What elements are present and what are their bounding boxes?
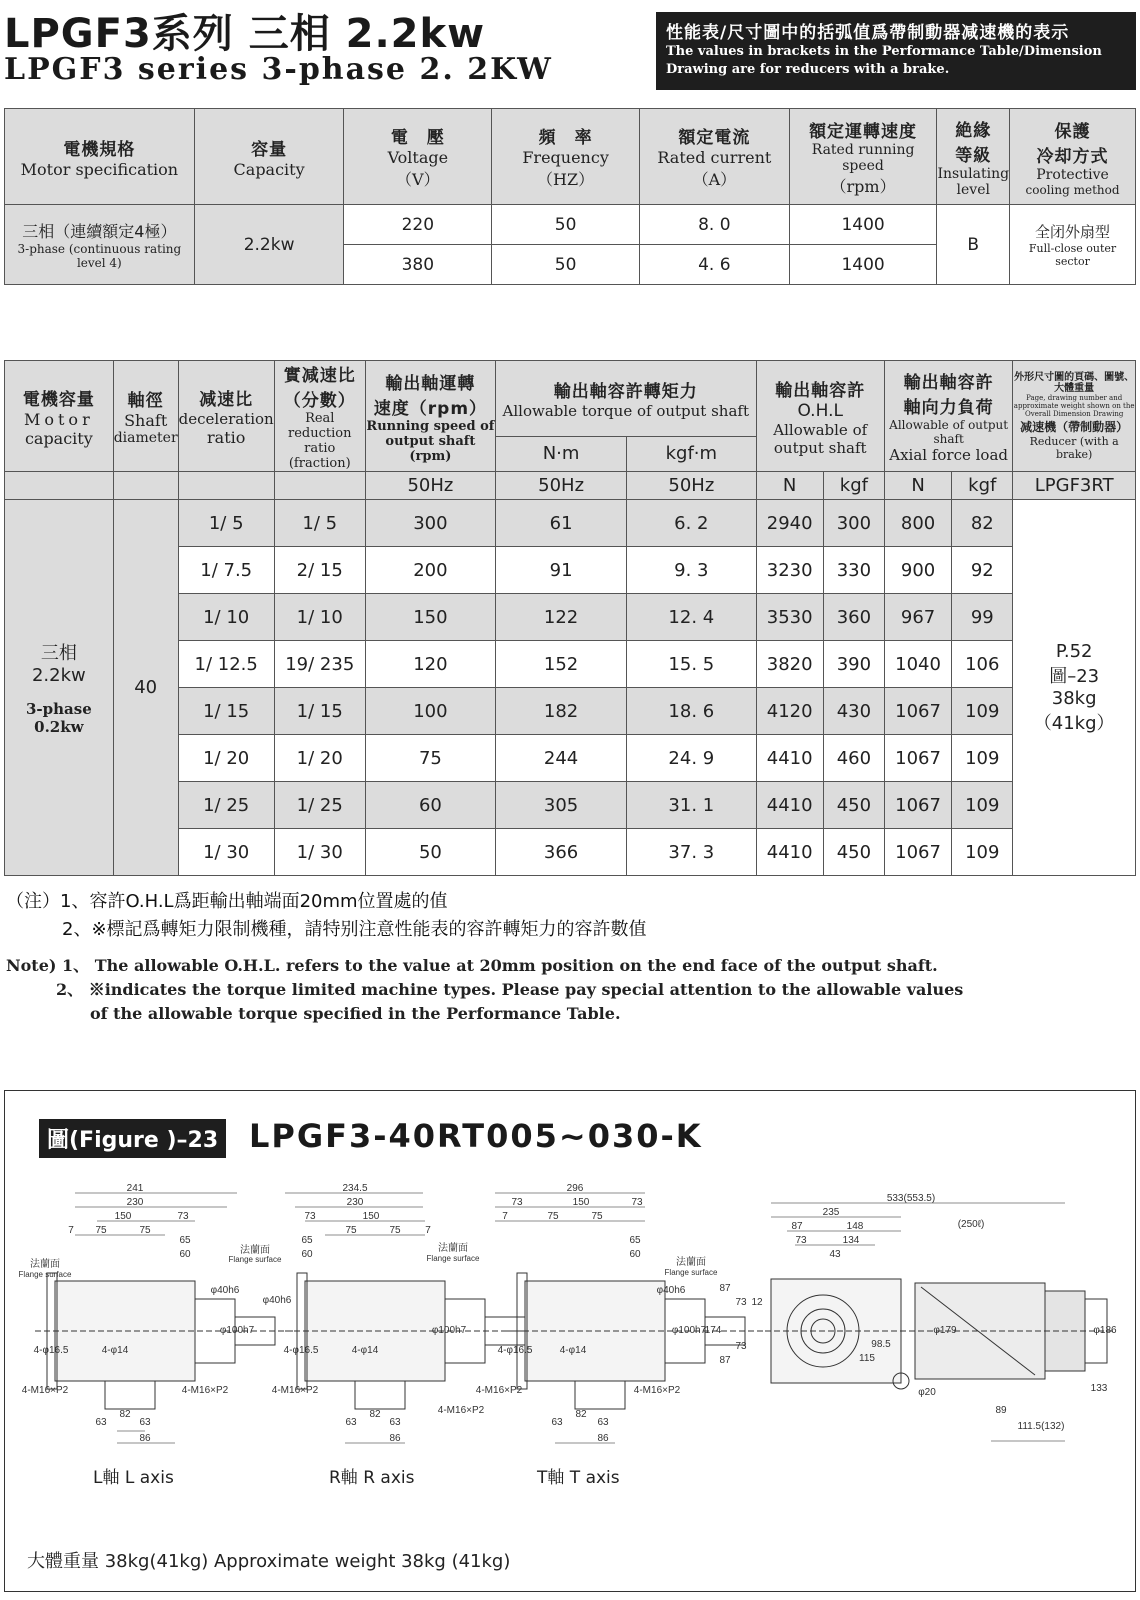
dim-t-m16b: 4-M16×P2 — [633, 1385, 681, 1396]
perf-cell-ax_n: 800 — [884, 500, 951, 547]
dim-t-flange-zh: 法蘭面 — [676, 1257, 706, 1268]
t-axis-view — [476, 1183, 765, 1444]
dim-t-75b: 75 — [591, 1211, 603, 1222]
perf-cell-ax_kgf: 106 — [952, 641, 1013, 688]
perf-cell-ohl_n: 4410 — [756, 735, 823, 782]
perf-cell-real: 1/ 15 — [274, 688, 365, 735]
perf-hz-2: 50Hz — [496, 472, 627, 500]
dim-l-241: 241 — [126, 1183, 144, 1194]
motor-side-view — [705, 1193, 1117, 1441]
perf-cell-nm: 91 — [496, 547, 627, 594]
axis-label-l: L軸 L axis — [93, 1468, 174, 1488]
perf-cell-ax_n: 1067 — [884, 735, 951, 782]
perf-cell-ax_n: 967 — [884, 594, 951, 641]
dim-t-40h6: φ40h6 — [656, 1285, 686, 1296]
perf-row — [5, 500, 1136, 547]
perf-blank-1 — [5, 472, 114, 500]
perf-cell-ohl_kgf: 330 — [823, 547, 884, 594]
perf-cell-ratio: 1/ 15 — [178, 688, 274, 735]
dim-r-150: 150 — [362, 1211, 380, 1222]
perf-header-row-1 — [5, 361, 1136, 437]
dim-r-m16a: 4-M16×P2 — [271, 1385, 319, 1396]
perf-cell-ratio: 1/ 12.5 — [178, 641, 274, 688]
dim-r-60: 60 — [301, 1249, 313, 1260]
spec-volt-1: 380 — [344, 245, 492, 285]
dim-l-63a: 63 — [95, 1417, 107, 1428]
perf-h-ohl: 輸出軸容許 O.H.L Allowable of output shaft — [756, 361, 884, 472]
spec-header-protect: 保護 冷却方式 Protective cooling method — [1010, 109, 1136, 205]
dim-r-75a: 75 — [345, 1225, 357, 1236]
perf-cell-rpm: 50 — [365, 829, 495, 876]
dim-t-63b: 63 — [597, 1417, 609, 1428]
perf-cell-ax_n: 900 — [884, 547, 951, 594]
dim-t-m16a: 4-M16×P2 — [475, 1385, 523, 1396]
perf-cell-ax_n: 1040 — [884, 641, 951, 688]
perf-cell-nm: 152 — [496, 641, 627, 688]
dim-t-73b: 73 — [631, 1197, 643, 1208]
perf-cell-rpm: 150 — [365, 594, 495, 641]
perf-ref-cell: P.52 圖–23 38kg （41kg） — [1013, 500, 1136, 876]
dim-t-100h7: φ100h7 — [671, 1325, 707, 1336]
dim-t-73a: 73 — [511, 1197, 523, 1208]
dim-m-148: 148 — [846, 1221, 864, 1232]
perf-cell-kgfm: 37. 3 — [627, 829, 756, 876]
perf-cell-ohl_kgf: 390 — [823, 641, 884, 688]
perf-cell-nm: 182 — [496, 688, 627, 735]
perf-cell-real: 1/ 25 — [274, 782, 365, 829]
perf-cell-ax_n: 1067 — [884, 688, 951, 735]
dim-l-100h7: φ100h7 — [219, 1325, 255, 1336]
dim-r-m16b: 4-M16×P2 — [437, 1405, 485, 1416]
dim-t-82: 82 — [575, 1409, 587, 1420]
perf-model: LPGF3RT — [1013, 472, 1136, 500]
note-en-1: Note) 1、 The allowable O.H.L. refers to the value at 20mm position on the end face of the output shaft. — [6, 956, 938, 975]
dim-m-43: 43 — [829, 1249, 841, 1260]
perf-h-axial: 輸出軸容許 軸向力負荷 Allowable of output shaft Axial force load — [884, 361, 1012, 472]
spec-insulation: B — [937, 205, 1010, 285]
spec-header-insulation: 絶緣 等級 Insulating level — [937, 109, 1010, 205]
dim-l-82: 82 — [119, 1409, 131, 1420]
spec-speed-1: 1400 — [789, 245, 937, 285]
note-en-2: 2、 ※indicates the torque limited machine types. Please pay special attention to the allowable values — [56, 980, 964, 999]
approx-weight: 大體重量 38kg(41kg) Approximate weight 38kg (41kg) — [27, 1551, 511, 1572]
perf-unit-n1: N — [756, 472, 823, 500]
dim-m-133: 133 — [1090, 1383, 1108, 1394]
dim-t-165: 4-φ16.5 — [497, 1345, 533, 1356]
dim-t-flange-en: Flange surface — [664, 1268, 718, 1277]
note-zh-2: 2、※標記爲轉矩力限制機種，請特别注意性能表的容許轉矩力的容許數值 — [62, 919, 647, 940]
perf-cell-nm: 244 — [496, 735, 627, 782]
perf-cell-ax_kgf: 92 — [952, 547, 1013, 594]
dim-m-89: 89 — [995, 1405, 1007, 1416]
perf-cell-rpm: 75 — [365, 735, 495, 782]
dim-t-75a: 75 — [547, 1211, 559, 1222]
perf-cell-ax_kgf: 109 — [952, 782, 1013, 829]
spec-motor-cell: 三相（連續額定4極） 3-phase (continuous rating level 4) — [5, 205, 195, 285]
perf-blank-4 — [274, 472, 365, 500]
dim-t-86: 86 — [597, 1433, 609, 1444]
perf-cell-kgfm: 15. 5 — [627, 641, 756, 688]
dim-l-flange-zh: 法蘭面 — [30, 1259, 60, 1270]
dim-m-87: 87 — [791, 1221, 803, 1232]
perf-cell-ohl_kgf: 450 — [823, 782, 884, 829]
header — [4, 0, 1140, 96]
perf-h-shaft: 軸徑 Shaft diameter — [113, 361, 178, 472]
perf-cell-rpm: 300 — [365, 500, 495, 547]
title-en: LPGF3 series 3-phase 2. 2KW — [4, 52, 553, 87]
perf-unit-n2: N — [884, 472, 951, 500]
perf-cell-ratio: 1/ 20 — [178, 735, 274, 782]
perf-cell-nm: 122 — [496, 594, 627, 641]
dim-r-2345: 234.5 — [342, 1183, 368, 1194]
dim-r-86: 86 — [389, 1433, 401, 1444]
perf-h-page: 外形尺寸圖的頁碼、圖號、大體重量 Page, drawing number and approximate weight shown on the Overall Dimension Drawing 减速機（帶制動器） Reducer (with a brake) — [1013, 361, 1136, 472]
dim-t-7: 7 — [502, 1211, 508, 1222]
perf-cell-real: 2/ 15 — [274, 547, 365, 594]
spec-header-current: 額定電流 Rated current （A） — [639, 109, 789, 205]
dim-l-flange-en: Flange surface — [18, 1270, 72, 1279]
dim-l-165: 4-φ16.5 — [33, 1345, 69, 1356]
perf-cell-rpm: 200 — [365, 547, 495, 594]
perf-cell-ax_n: 1067 — [884, 782, 951, 829]
perf-unit-kgf2: kgf — [952, 472, 1013, 500]
dim-l-m16a: 4-M16×P2 — [21, 1385, 69, 1396]
note-zh-1: （注）1、容許O.H.L爲距輸出軸端面20mm位置處的值 — [6, 891, 448, 912]
perf-cell-ax_kgf: 99 — [952, 594, 1013, 641]
perf-capacity-cell: 三相 2.2kw 3-phase 0.2kw — [5, 500, 114, 876]
brake-note-box — [656, 12, 1136, 90]
l-axis-view — [19, 1183, 295, 1444]
dim-m-73a: 73 — [735, 1297, 747, 1308]
perf-cell-ax_n: 1067 — [884, 829, 951, 876]
axis-label-t: T軸 T axis — [537, 1468, 620, 1488]
perf-cell-rpm: 120 — [365, 641, 495, 688]
brake-note-zh: 性能表/尺寸圖中的括弧值爲帶制動器减速機的表示 — [666, 23, 1070, 43]
dim-l-14: 4-φ14 — [101, 1345, 129, 1356]
dim-l-m16b: 4-M16×P2 — [181, 1385, 229, 1396]
perf-h-ratio: 减速比 deceleration ratio — [178, 361, 274, 472]
perf-header-row-3 — [5, 472, 1136, 500]
dim-m-115: 115 — [859, 1353, 875, 1364]
perf-cell-real: 1/ 10 — [274, 594, 365, 641]
perf-cell-nm: 305 — [496, 782, 627, 829]
perf-cell-rpm: 60 — [365, 782, 495, 829]
dimension-figure — [4, 1090, 1136, 1592]
dim-r-63b: 63 — [389, 1417, 401, 1428]
dim-m-20: φ20 — [918, 1387, 936, 1398]
perf-cell-ohl_kgf: 300 — [823, 500, 884, 547]
perf-cell-ohl_kgf: 460 — [823, 735, 884, 782]
perf-cell-real: 1/ 5 — [274, 500, 365, 547]
r-axis-view — [229, 1183, 545, 1444]
dim-t-65: 65 — [629, 1235, 641, 1246]
perf-cell-kgfm: 9. 3 — [627, 547, 756, 594]
perf-unit-kgf1: kgf — [823, 472, 884, 500]
dim-r-63a: 63 — [345, 1417, 357, 1428]
spec-freq-1: 50 — [492, 245, 640, 285]
dimension-drawing — [5, 1181, 1135, 1481]
dim-r-flange2-en: Flange surface — [426, 1254, 480, 1263]
dim-l-7: 7 — [68, 1225, 74, 1236]
dim-m-533: 533(553.5) — [886, 1193, 936, 1204]
perf-cell-ratio: 1/ 7.5 — [178, 547, 274, 594]
perf-cell-kgfm: 6. 2 — [627, 500, 756, 547]
dim-r-230: 230 — [346, 1197, 364, 1208]
dim-m-174: 174 — [704, 1325, 722, 1336]
dim-l-40h6: φ40h6 — [210, 1285, 240, 1296]
spec-current-0: 8. 0 — [639, 205, 789, 245]
perf-cell-kgfm: 24. 9 — [627, 735, 756, 782]
dim-m-985: 98.5 — [871, 1339, 891, 1350]
perf-unit-nm: N·m — [496, 436, 627, 471]
perf-cell-ohl_n: 2940 — [756, 500, 823, 547]
perf-cell-ax_kgf: 109 — [952, 829, 1013, 876]
perf-cell-ohl_n: 4410 — [756, 829, 823, 876]
perf-cell-ohl_n: 3230 — [756, 547, 823, 594]
dim-l-86: 86 — [139, 1433, 151, 1444]
dim-m-179: φ179 — [933, 1325, 957, 1336]
perf-cell-ohl_n: 3820 — [756, 641, 823, 688]
dim-r-14: 4-φ14 — [351, 1345, 379, 1356]
dim-l-73: 73 — [177, 1211, 189, 1222]
spec-header-speed: 額定運轉速度 Rated running speed （rpm） — [789, 109, 937, 205]
spec-header-row — [5, 109, 1136, 205]
perf-unit-kgfm: kgf·m — [627, 436, 756, 471]
dim-m-73: 73 — [795, 1235, 807, 1246]
dim-r-flange-zh: 法蘭面 — [240, 1245, 270, 1256]
dim-r-82: 82 — [369, 1409, 381, 1420]
motor-spec-table — [4, 108, 1136, 285]
figure-model: LPGF3-40RT005~030-K — [249, 1117, 703, 1155]
brake-note-en-1: The values in brackets in the Performance Table/Dimension — [666, 44, 1102, 59]
perf-cell-ax_kgf: 109 — [952, 688, 1013, 735]
spec-header-frequency: 頻 率 Frequency （HZ） — [492, 109, 640, 205]
perf-cell-real: 1/ 30 — [274, 829, 365, 876]
dim-r-65: 65 — [301, 1235, 313, 1246]
dim-t-150: 150 — [572, 1197, 590, 1208]
perf-h-capacity: 電機容量 Motor capacity — [5, 361, 114, 472]
perf-cell-ohl_kgf: 450 — [823, 829, 884, 876]
axis-label-r: R軸 R axis — [329, 1468, 415, 1488]
dim-t-63a: 63 — [551, 1417, 563, 1428]
perf-cell-kgfm: 12. 4 — [627, 594, 756, 641]
perf-body — [5, 500, 1136, 876]
perf-cell-ax_kgf: 82 — [952, 500, 1013, 547]
dim-m-87a: 87 — [719, 1283, 731, 1294]
dim-m-1115: 111.5(132) — [1017, 1421, 1065, 1432]
perf-cell-real: 1/ 20 — [274, 735, 365, 782]
dim-r-flange2-zh: 法蘭面 — [438, 1243, 468, 1254]
perf-cell-ohl_n: 3530 — [756, 594, 823, 641]
dim-l-150: 150 — [114, 1211, 132, 1222]
dim-m-250: (250ℓ) — [957, 1219, 985, 1230]
perf-hz-3: 50Hz — [627, 472, 756, 500]
dim-l-60: 60 — [179, 1249, 191, 1260]
dim-r-40h6: φ40h6 — [262, 1295, 292, 1306]
dim-m-134: 134 — [842, 1235, 860, 1246]
perf-cell-ratio: 1/ 5 — [178, 500, 274, 547]
perf-cell-ohl_kgf: 360 — [823, 594, 884, 641]
spec-speed-0: 1400 — [789, 205, 937, 245]
perf-cell-ohl_n: 4410 — [756, 782, 823, 829]
perf-blank-2 — [113, 472, 178, 500]
title-zh: LPGF3系列 三相 2.2kw — [4, 11, 486, 57]
dim-m-87b: 87 — [719, 1355, 731, 1366]
spec-header-voltage: 電 壓 Voltage （V） — [344, 109, 492, 205]
dim-r-73: 73 — [304, 1211, 316, 1222]
performance-table — [4, 360, 1136, 876]
perf-cell-kgfm: 18. 6 — [627, 688, 756, 735]
perf-cell-ratio: 1/ 25 — [178, 782, 274, 829]
perf-cell-ohl_kgf: 430 — [823, 688, 884, 735]
dim-m-235: 235 — [822, 1207, 840, 1218]
spec-capacity: 2.2kw — [194, 205, 344, 285]
perf-cell-ratio: 1/ 10 — [178, 594, 274, 641]
dim-r-165: 4-φ16.5 — [283, 1345, 319, 1356]
perf-shaft-cell: 40 — [113, 500, 178, 876]
dim-r-flange-en: Flange surface — [228, 1255, 282, 1264]
dim-m-12: 12 — [751, 1297, 763, 1308]
dim-l-65: 65 — [179, 1235, 191, 1246]
spec-freq-0: 50 — [492, 205, 640, 245]
perf-cell-rpm: 100 — [365, 688, 495, 735]
dim-l-63b: 63 — [139, 1417, 151, 1428]
brake-note-en-2: Drawing are for reducers with a brake. — [666, 62, 950, 77]
notes — [6, 888, 1136, 1026]
dim-r-7: 7 — [425, 1225, 431, 1236]
dim-l-230: 230 — [126, 1197, 144, 1208]
dim-t-60: 60 — [629, 1249, 641, 1260]
spec-protect: 全闭外扇型 Full-close outer sector — [1010, 205, 1136, 285]
dim-r-100h7: φ100h7 — [431, 1325, 467, 1336]
perf-cell-nm: 61 — [496, 500, 627, 547]
figure-label: 圖(Figure )–23 — [39, 1119, 226, 1158]
dim-m-73b: 73 — [735, 1341, 747, 1352]
spec-row-220 — [5, 205, 1136, 245]
dim-t-296: 296 — [566, 1183, 584, 1194]
perf-hz-1: 50Hz — [365, 472, 495, 500]
dim-t-14: 4-φ14 — [559, 1345, 587, 1356]
perf-cell-ax_kgf: 109 — [952, 735, 1013, 782]
perf-cell-ratio: 1/ 30 — [178, 829, 274, 876]
perf-cell-real: 19/ 235 — [274, 641, 365, 688]
perf-cell-nm: 366 — [496, 829, 627, 876]
perf-h-output: 輸出軸運轉 速度（rpm） Running speed of output shaft (rpm) — [365, 361, 495, 472]
dim-m-186: φ186 — [1093, 1325, 1117, 1336]
spec-current-1: 4. 6 — [639, 245, 789, 285]
perf-blank-3 — [178, 472, 274, 500]
note-en-3: of the allowable torque specified in the Performance Table. — [90, 1004, 621, 1023]
spec-volt-0: 220 — [344, 205, 492, 245]
perf-h-torque: 輸出軸容許轉矩力 Allowable torque of output shaft — [496, 361, 757, 437]
spec-header-motor: 電機規格 Motor specification — [5, 109, 195, 205]
spec-header-capacity: 容量 Capacity — [194, 109, 344, 205]
dim-l-75a: 75 — [95, 1225, 107, 1236]
perf-cell-ohl_n: 4120 — [756, 688, 823, 735]
dim-r-75b: 75 — [389, 1225, 401, 1236]
perf-cell-kgfm: 31. 1 — [627, 782, 756, 829]
dim-l-75b: 75 — [139, 1225, 151, 1236]
perf-h-real: 實减速比 （分數） Real reduction ratio (fraction) — [274, 361, 365, 472]
